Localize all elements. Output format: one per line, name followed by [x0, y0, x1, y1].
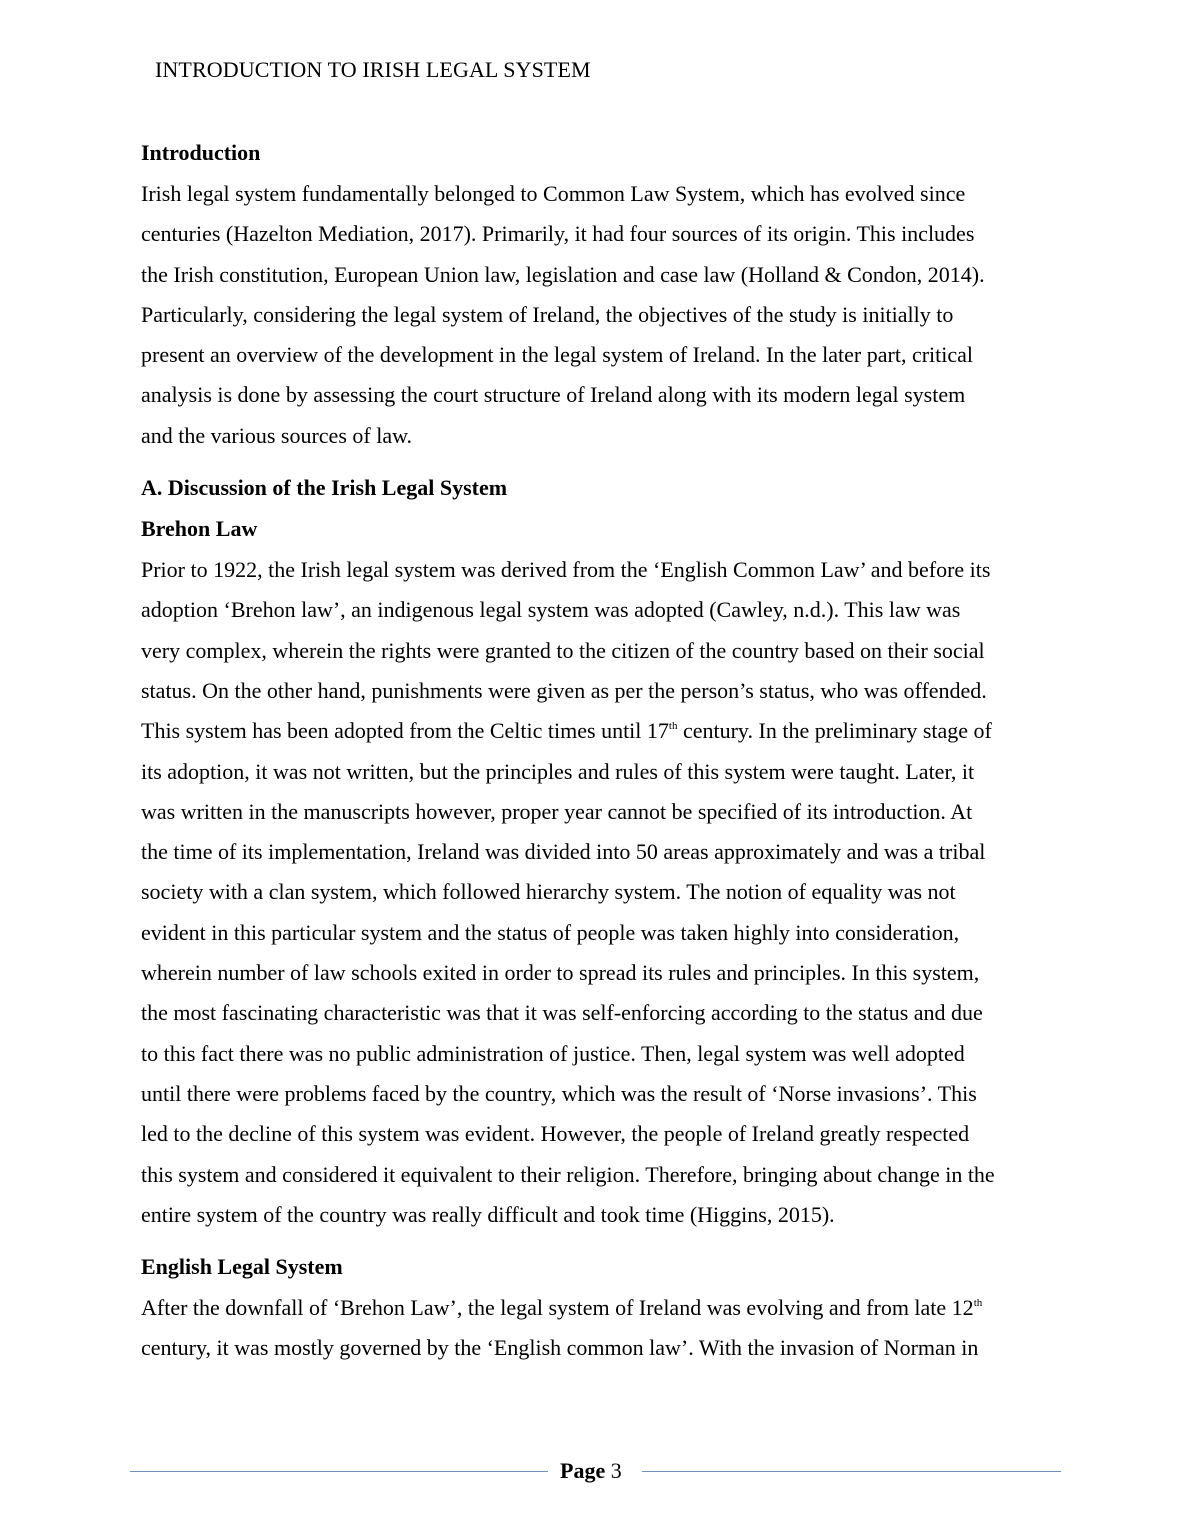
footer-rule-left [130, 1471, 548, 1472]
text-line: led to the decline of this system was evident. However, the people of Ireland greatly respected [141, 1121, 970, 1147]
text-line: this system and considered it equivalent to their religion. Therefore, bringing about change in the [141, 1161, 995, 1187]
page-footer [130, 1458, 1061, 1488]
subsection-heading-english-legal-system: English Legal System [141, 1254, 343, 1280]
document-body [141, 138, 1061, 1369]
text-line: the Irish constitution, European Union law, legislation and case law (Holland & Condon, 2014). [141, 261, 985, 287]
page-number: 3 [610, 1458, 622, 1483]
text-line [141, 711, 1061, 751]
text-line: very complex, wherein the rights were granted to the citizen of the country based on their social [141, 637, 985, 663]
ordinal-superscript: th [973, 1297, 983, 1310]
footer-rule-right [642, 1471, 1061, 1472]
text-line: Prior to 1922, the Irish legal system was derived from the ‘English Common Law’ and before its [141, 557, 991, 583]
text-line: the time of its implementation, Ireland was divided into 50 areas approximately and was a tribal [141, 839, 986, 865]
paragraph-english-legal-system [141, 1288, 1061, 1369]
text-line: centuries (Hazelton Mediation, 2017). Primarily, it had four sources of its origin. This includes [141, 221, 975, 247]
text-line: Particularly, considering the legal system of Ireland, the objectives of the study is initially to [141, 301, 954, 327]
text-line: evident in this particular system and the status of people was taken highly into consideration, [141, 919, 960, 945]
text-line: was written in the manuscripts however, proper year cannot be specified of its introduction. At [141, 798, 973, 824]
text-line: entire system of the country was really difficult and took time (Higgins, 2015). [141, 1201, 835, 1227]
section-heading-introduction: Introduction [141, 140, 261, 165]
text-line: present an overview of the development in the legal system of Ireland. In the later part, critical [141, 342, 974, 368]
text-segment: century. In the preliminary stage of [677, 718, 992, 744]
text-line: society with a clan system, which followed hierarchy system. The notion of equality was not [141, 879, 956, 905]
text-line: until there were problems faced by the country, which was the result of ‘Norse invasions’. This [141, 1080, 977, 1106]
text-segment: This system has been adopted from the Celtic times until 17 [141, 718, 669, 744]
text-line [141, 1288, 1061, 1328]
text-line: adoption ‘Brehon law’, an indigenous legal system was adopted (Cawley, n.d.). This law was [141, 597, 961, 623]
text-segment: After the downfall of ‘Brehon Law’, the legal system of Ireland was evolving and from late 12 [141, 1295, 974, 1321]
text-line: status. On the other hand, punishments were given as per the person’s status, who was offended. [141, 677, 987, 703]
section-heading-discussion: A. Discussion of the Irish Legal System [141, 475, 508, 501]
text-line: the most fascinating characteristic was that it was self-enforcing according to the status and due [141, 1000, 983, 1026]
text-line: century, it was mostly governed by the ‘English common law’. With the invasion of Norman in [141, 1335, 979, 1361]
paragraph-brehon-law [141, 550, 1061, 1235]
page-word: Page [560, 1458, 606, 1483]
text-line: analysis is done by assessing the court structure of Ireland along with its modern legal system [141, 382, 966, 408]
text-line: its adoption, it was not written, but the principles and rules of this system were taught. Later, it [141, 758, 975, 784]
text-line: to this fact there was no public administration of justice. Then, legal system was well adopted [141, 1040, 965, 1066]
subsection-heading-brehon-law: Brehon Law [141, 516, 258, 542]
text-line: and the various sources of law. [141, 422, 413, 448]
paragraph-introduction [141, 174, 1061, 456]
ordinal-superscript: th [668, 720, 678, 733]
text-line: wherein number of law schools exited in order to spread its rules and principles. In this system, [141, 960, 980, 986]
running-header: INTRODUCTION TO IRISH LEGAL SYSTEM [155, 57, 591, 82]
text-line: Irish legal system fundamentally belonged to Common Law System, which has evolved since [141, 181, 966, 206]
page-number-label [560, 1458, 622, 1484]
